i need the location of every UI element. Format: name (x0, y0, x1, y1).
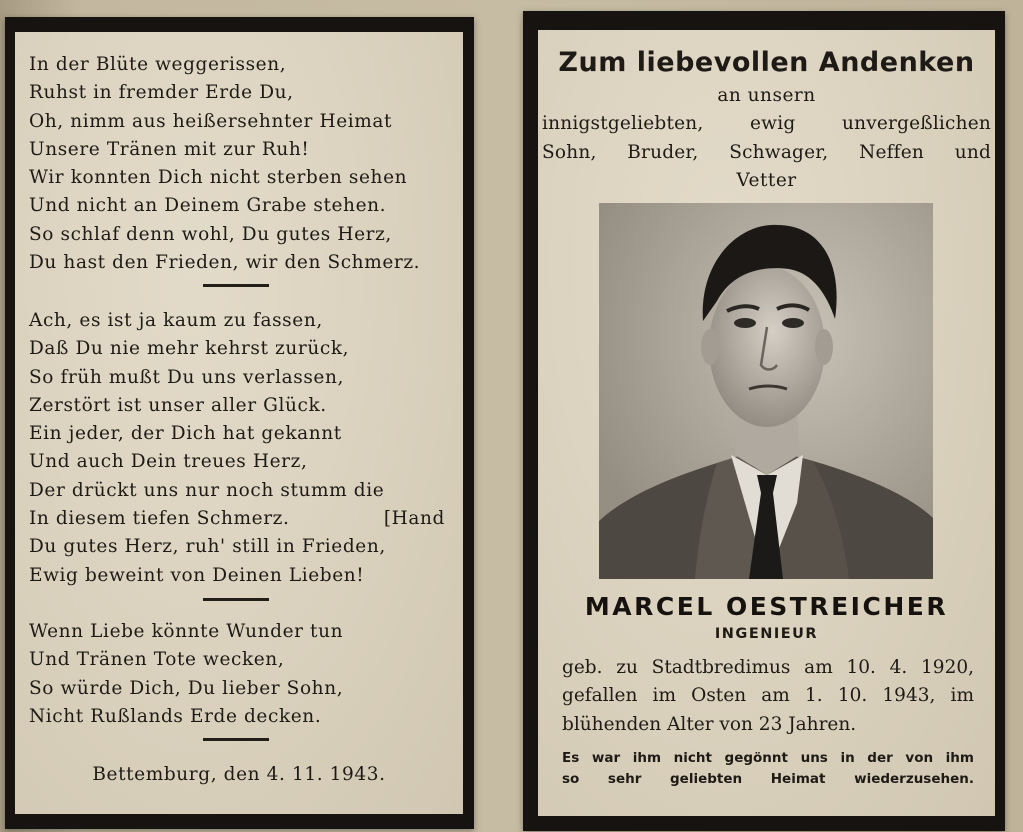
stanza-1 (29, 51, 420, 277)
note-line: so sehr geliebten Heimat wiederzusehen. (562, 771, 974, 787)
memorial-header (538, 44, 995, 195)
verse-line: Ach, es ist ja kaum zu fassen, (29, 310, 323, 331)
right-card-paper (538, 30, 995, 816)
biography-line: geb. zu Stadtbredimus am 10. 4. 1920, (562, 657, 974, 678)
stanza-3 (29, 618, 343, 731)
verse-line: Und auch Dein treues Herz, (29, 451, 308, 473)
verse-line: Der drückt uns nur noch stumm die (29, 479, 385, 501)
left-card (5, 17, 474, 829)
left-card-paper (15, 32, 463, 814)
biography-line: blühenden Alter von 23 Jahren. (562, 713, 857, 735)
verse-line: Du gutes Herz, ruh' still in Frieden, (29, 536, 386, 558)
verse-line: Und Tränen Tote wecken, (29, 649, 285, 671)
verse-line: Zerstört ist unser aller Glück. (29, 394, 327, 416)
memorial-title: Zum liebevollen Andenken (558, 47, 975, 78)
verse-line: So würde Dich, Du lieber Sohn, (29, 677, 344, 699)
biography-line: gefallen im Osten am 1. 10. 1943, im (562, 685, 974, 707)
profession-label: INGENIEUR (714, 626, 819, 642)
verse-line: Nicht Rußlands Erde decken. (29, 705, 322, 727)
relations-line: innigstgeliebten, ewig unvergeßlichen (542, 113, 991, 135)
verse-line: So schlaf denn wohl, Du gutes Herz, (29, 223, 392, 245)
right-card (523, 11, 1005, 831)
relations-line: Vetter (736, 169, 797, 191)
verse-line: Ewig beweint von Deinen Lieben! (29, 564, 365, 586)
deceased-name: MARCEL OESTREICHER (584, 592, 949, 621)
verse-line: Ruhst in fremder Erde Du, (29, 82, 294, 104)
memorial-subtitle: an unsern (717, 85, 816, 106)
portrait-photo (599, 203, 933, 579)
verse-line: Und nicht an Deinem Grabe stehen. (29, 195, 387, 217)
relations-line: Sohn, Bruder, Schwager, Neffen und (542, 141, 991, 163)
stanza-2 (29, 307, 445, 590)
verse-line: In diesem tiefen Schmerz. (29, 508, 290, 530)
place-date: Bettemburg, den 4. 11. 1943. (92, 764, 386, 785)
verse-line: In der Blüte weggerissen, (29, 54, 287, 75)
biography (562, 654, 974, 739)
verse-line: Daß Du nie mehr kehrst zurück, (29, 338, 350, 360)
verse-line: Ein jeder, der Dich hat gekannt (29, 423, 342, 445)
closing-note (562, 748, 974, 790)
note-line: Es war ihm nicht gegönnt uns in der von ihm (562, 750, 974, 766)
divider-rule (203, 598, 269, 601)
verse-bracket-word: [Hand (383, 508, 445, 530)
verse-line: Wir konnten Dich nicht sterben sehen (29, 167, 408, 189)
verse-line: So früh mußt Du uns verlassen, (29, 366, 344, 388)
portrait-illustration (599, 203, 933, 579)
verse-line-with-bracket (29, 505, 445, 533)
verse-line: Oh, nimm aus heißersehnter Heimat (29, 110, 393, 132)
verse-line: Unsere Tränen mit zur Ruh! (29, 138, 310, 160)
divider-rule (203, 738, 269, 741)
verse-line: Du hast den Frieden, wir den Schmerz. (29, 252, 421, 274)
verse-line: Wenn Liebe könnte Wunder tun (29, 621, 344, 642)
divider-rule (203, 284, 269, 287)
